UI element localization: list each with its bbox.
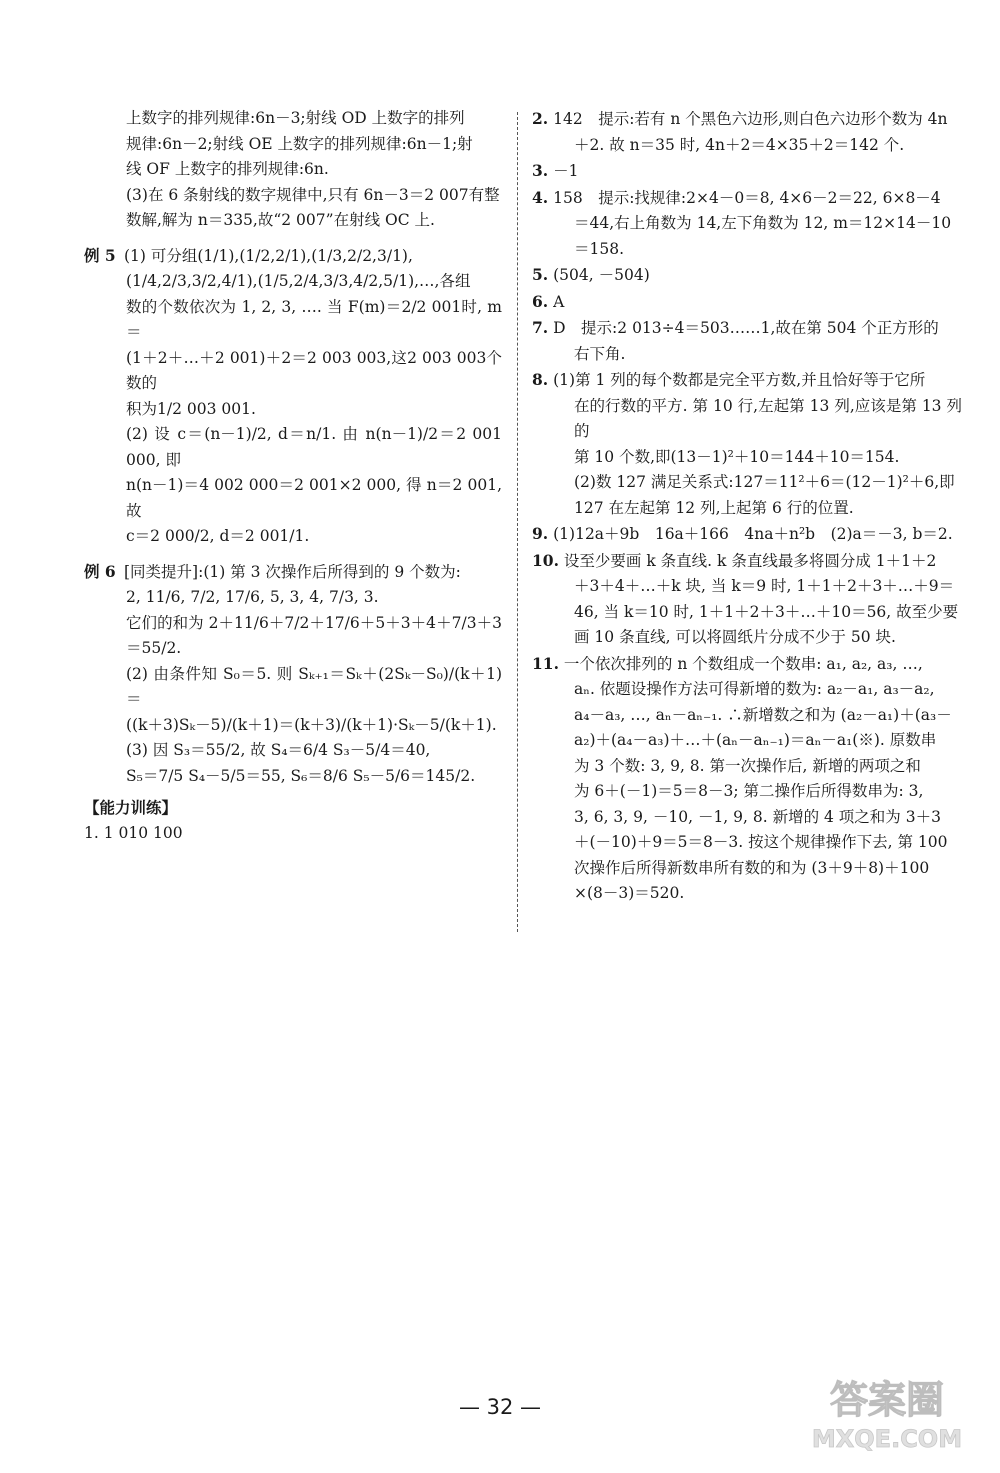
item-number: 2. (532, 109, 549, 128)
line-text: 158 提示:找规律:2×4－0＝8, 4×6－2＝22, 6×8－4 (553, 188, 941, 207)
text-line (84, 132, 502, 158)
line-text: 142 提示:若有 n 个黑色六边形,则白色六边形个数为 4n (553, 110, 948, 128)
item-number: 10. (532, 550, 559, 570)
line-text: [同类提升]:(1) 第 3 次操作后所得到的 9 个数为: (124, 562, 461, 581)
text-line (532, 133, 962, 159)
text-line (532, 830, 962, 856)
text-line (532, 548, 962, 575)
text-line (84, 243, 502, 270)
example-label: 例 6 (84, 561, 116, 581)
text-line (84, 738, 502, 764)
line-text: 它们的和为 2＋11/6＋7/2＋17/6＋5＋3＋4＋7/3＋3＝55/2. (126, 613, 502, 657)
line-text: 画 10 条直线, 可以将圆纸片分成不少于 50 块. (574, 628, 896, 646)
line-text: (1)12a＋9b 16a＋166 4na＋n²b (2)a＝－3, b＝2. (553, 525, 953, 543)
text-line (84, 269, 502, 295)
text-line (532, 600, 962, 626)
text-line (532, 779, 962, 805)
line-text: aₙ. 依题设操作方法可得新增的数为: a₂－a₁, a₃－a₂, (574, 680, 935, 698)
text-line (532, 805, 962, 831)
text-line (532, 754, 962, 780)
column-divider (517, 112, 518, 932)
line-text: A (553, 292, 565, 311)
text-line (84, 397, 502, 423)
line-text: ＋3＋4＋…＋k 块, 当 k＝9 时, 1＋1＋2＋3＋…＋9＝ (574, 577, 955, 595)
text-line (84, 183, 502, 209)
text-line (532, 881, 962, 907)
line-text: a₄－a₃, …, aₙ－aₙ₋₁. ∴新增数之和为 (a₂－a₁)＋(a₃－ (574, 705, 952, 724)
text-line (532, 703, 962, 729)
line-text: 次操作后所得新数串所有数的和为 (3＋9＋8)＋100 (574, 858, 930, 877)
item-number: 9. (532, 524, 549, 543)
line-text: 1. 1 010 100 (84, 823, 183, 842)
item-number: 6. (532, 291, 549, 311)
line-text: 一个依次排列的 n 个数组成一个数串: a₁, a₂, a₃, …, (563, 654, 923, 673)
line-text: 线 OF 上数字的排列规律:6n. (126, 160, 329, 178)
text-line (84, 208, 502, 234)
example-label: 例 5 (84, 245, 116, 265)
text-line (84, 106, 502, 132)
watermark-logo (792, 1365, 982, 1455)
watermark-url: MXQE.COM (811, 1425, 963, 1453)
line-text: ×(8－3)＝520. (574, 884, 685, 902)
text-line (532, 367, 962, 394)
line-text: 46, 当 k＝10 时, 1＋1＋2＋3＋…＋10＝56, 故至少要 (574, 602, 959, 621)
line-text: 【能力训练】 (84, 798, 178, 817)
text-line (532, 158, 962, 185)
line-text: 为 6＋(－1)＝5＝8－3; 第二操作后所得数串为: 3, (574, 782, 924, 800)
item-number: 3. (532, 161, 549, 180)
text-line (84, 611, 502, 662)
text-line (532, 445, 962, 471)
text-line (532, 625, 962, 651)
item-number: 8. (532, 370, 549, 389)
text-line (532, 574, 962, 600)
watermark-text: 答案圈 (829, 1378, 945, 1422)
line-text: 3, 6, 3, 9, －10, －1, 9, 8. 新增的 4 项之和为 3＋3 (574, 807, 941, 826)
line-text: (1)第 1 列的每个数都是完全平方数,并且恰好等于它所 (553, 371, 926, 389)
text-line (84, 713, 502, 739)
line-text: (2)数 127 满足关系式:127＝11²＋6＝(12－1)²＋6,即 (574, 473, 955, 491)
text-line (84, 473, 502, 524)
line-text: ＝44,右上角数为 14,左下角数为 12, m＝12×14－10 (574, 214, 952, 232)
item-number: 7. (532, 318, 549, 337)
line-text: (3)在 6 条射线的数字规律中,只有 6n－3＝2 007有整 (126, 185, 500, 204)
text-line (84, 821, 502, 847)
item-number: 4. (532, 187, 549, 207)
line-text: c＝2 000/2, d＝2 001/1. (126, 527, 310, 545)
text-line (84, 585, 502, 611)
text-line (532, 262, 962, 289)
text-line (532, 496, 962, 522)
text-line (532, 289, 962, 316)
text-line (84, 422, 502, 473)
line-text: (1＋2＋…＋2 001)＋2＝2 003 003,这2 003 003个数的 (126, 348, 502, 392)
text-line (84, 795, 502, 821)
line-text: (3) 因 S₃＝55/2, 故 S₄＝6/4 S₃－5/4＝40, (126, 741, 431, 759)
line-text: 规律:6n－2;射线 OE 上数字的排列规律:6n－1;射 (126, 134, 473, 153)
line-text: 数的个数依次为 1, 2, 3, …. 当 F(m)＝2/2 001时, m＝ (126, 297, 502, 341)
line-text: (2) 由条件知 S₀＝5. 则 Sₖ₊₁＝Sₖ＋(2Sₖ－S₀)/(k＋1)＝ (126, 664, 502, 708)
item-number: 11. (532, 653, 559, 673)
line-text: 第 10 个数,即(13－1)²＋10＝144＋10＝154. (574, 447, 900, 466)
line-text: 上数字的排列规律:6n－3;射线 OD 上数字的排列 (126, 109, 465, 127)
line-text: ((k＋3)Sₖ－5)/(k＋1)＝(k＋3)/(k＋1)·Sₖ－5/(k＋1). (126, 715, 497, 734)
text-line (532, 185, 962, 212)
line-text: 为 3 个数: 3, 9, 8. 第一次操作后, 新增的两项之和 (574, 756, 921, 775)
right-column (532, 106, 962, 907)
line-text: D 提示:2 013÷4＝503……1,故在第 504 个正方形的 (553, 319, 939, 337)
text-line (84, 346, 502, 397)
line-text: a₂)＋(a₄－a₃)＋…＋(aₙ－aₙ₋₁)＝aₙ－a₁(※). 原数串 (574, 731, 937, 749)
spacer (84, 550, 502, 559)
spacer (84, 234, 502, 243)
line-text: 设至少要画 k 条直线. k 条直线最多将圆分成 1＋1＋2 (563, 551, 937, 570)
line-text: S₅＝7/5 S₄－5/5＝55, S₆＝8/6 S₅－5/6＝145/2. (126, 766, 476, 785)
line-text: 右下角. (574, 344, 626, 363)
line-text: (2) 设 c＝(n－1)/2, d＝n/1. 由 n(n－1)/2＝2 001 000, 即 (126, 425, 502, 469)
text-line (532, 470, 962, 496)
text-line (532, 677, 962, 703)
text-line (532, 342, 962, 368)
line-text: ＋2. 故 n＝35 时, 4n＋2＝4×35＋2＝142 个. (574, 135, 905, 154)
text-line (84, 524, 502, 550)
line-text: 在的行数的平方. 第 10 行,左起第 13 列,应该是第 13 列的 (574, 396, 962, 440)
text-line (532, 521, 962, 548)
text-line (532, 856, 962, 882)
text-line (532, 106, 962, 133)
item-number: 5. (532, 265, 549, 284)
line-text: －1 (553, 162, 579, 180)
line-text: 127 在左起第 12 列,上起第 6 行的位置. (574, 498, 854, 517)
line-text: (1/4,2/3,3/2,4/1),(1/5,2/4,3/3,4/2,5/1),…,各组 (126, 272, 471, 290)
line-text: ＋(－10)＋9＝5＝8－3. 按这个规律操作下去, 第 100 (574, 833, 948, 851)
line-text: 2, 11/6, 7/2, 17/6, 5, 3, 4, 7/3, 3. (126, 588, 379, 606)
line-text: (1) 可分组(1/1),(1/2,2/1),(1/3,2/2,3/1), (124, 246, 413, 265)
line-text: ＝158. (574, 239, 625, 258)
line-text: 数解,解为 n＝335,故“2 007”在射线 OC 上. (126, 211, 435, 229)
page-number: — 32 — (458, 1395, 542, 1419)
text-line (532, 315, 962, 342)
line-text: n(n－1)＝4 002 000＝2 001×2 000, 得 n＝2 001,故 (126, 476, 502, 520)
text-line (532, 211, 962, 237)
text-line (84, 559, 502, 586)
text-line (532, 237, 962, 263)
text-line (84, 295, 502, 346)
text-line (532, 394, 962, 445)
text-line (532, 651, 962, 678)
line-text: (504, －504) (553, 266, 650, 284)
text-line (84, 157, 502, 183)
text-line (84, 662, 502, 713)
line-text: 积为1/2 003 001. (126, 399, 256, 418)
left-column (84, 106, 502, 846)
text-line (532, 728, 962, 754)
text-line (84, 764, 502, 790)
